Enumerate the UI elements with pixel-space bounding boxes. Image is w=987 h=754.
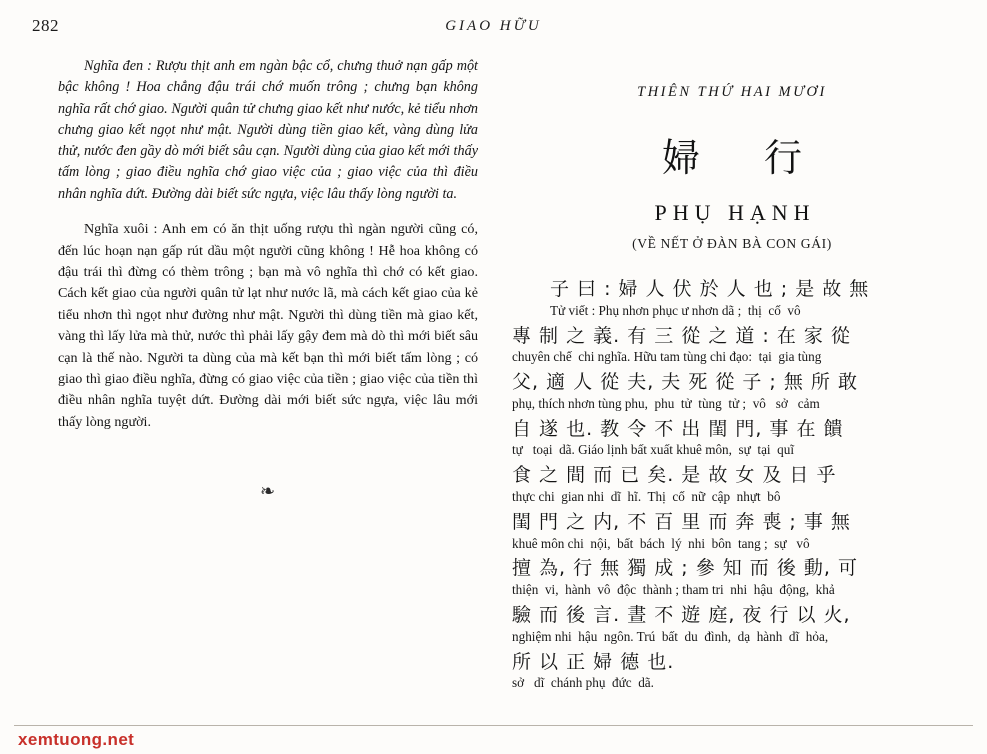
interlinear-han: 擅 為, 行 無 獨 成 ; 參 知 而 後 動, 可: [512, 557, 858, 580]
interlinear-romanization: chuyên chế chi nghĩa. Hữu tam tùng chi đạo: tại gia tùng: [512, 349, 822, 365]
chapter-title-han: 婦 行: [661, 136, 829, 180]
paragraph-nghia-den: [58, 56, 478, 205]
interlinear-han: 父, 適 人 從 夫, 夫 死 從 子 ; 無 所 敢: [512, 371, 858, 394]
chapter-title-vietnamese: PHỤ HẠNH: [654, 200, 816, 225]
interlinear-line: [512, 604, 952, 646]
ornament-icon: ❧: [259, 481, 277, 502]
interlinear-han: 自 遂 也. 教 令 不 出 閨 門, 事 在 饋: [512, 417, 844, 440]
interlinear-romanization: nghiệm nhi hậu ngôn. Trú bất du đình, dạ hành dĩ hỏa,: [512, 628, 829, 644]
right-column: [512, 84, 952, 697]
paragraph-lead-nghia-den: Nghĩa đen :: [84, 58, 152, 74]
left-column: [58, 56, 478, 502]
paragraph-body-nghia-xuoi: Anh em có ăn thịt uống rượu thì ngàn người cũng có, đến lúc hoạn nạn gấp rút dầu một người cũng không ! Hễ hoa không có đậu trái thì đừng có thèm trông ; bạn mà vô nghĩa thì chớ có kết giao. Cách kết giao của người quân tử lạt như nước lã, mà cách kết giao của kẻ tiểu nhơn thì ngọt như đường như mật. Người thì dùng tiền mà giao kết, vàng thì lấy lửa mà thử, nước thì phải lấy gậy đem mà dò thì mới biết sâu cạn là thế nào. Người ta dùng của mà kết bạn thì mới biết tấm lòng ; có giao thì giao điều nghĩa, đừng có giao việc của tiền ; giao việc của tiền thì điều nhân nghĩa tuyệt dứt. Đường dài mới biết sức ngựa, việc lâu mới thấy lòng người.: [58, 221, 478, 430]
interlinear-text: [512, 278, 952, 692]
interlinear-han: 專 制 之 義. 有 三 從 之 道 : 在 家 從: [512, 324, 851, 347]
paragraph-nghia-xuoi: [58, 219, 478, 433]
paragraph-body-nghia-den: Rượu thịt anh em ngàn bậc cổ, chưng thuở nạn gấp một bậc không ! Hoa chẳng đậu trái chớ muốn trông ; chưng bạn không nghĩa rất chớ giao. Người quân tử chưng giao kết như nước, kẻ tiểu nhơn chưng giao kết ngọt như mật. Người dùng tiền giao kết, vàng dùng lửa thử, nước đen gầy dò mới biết sâu cạn. Người dùng của giao kết mới thấy tấm lòng ; giao điều nghĩa chớ giao việc của ; giao việc của thì điều nhân nghĩa dứt. Đường dài biết sức ngựa, việc lâu thấy lòng người ta.: [58, 58, 478, 202]
interlinear-han: 所 以 正 婦 德 也.: [512, 650, 675, 673]
interlinear-line: [512, 651, 952, 693]
interlinear-line: [512, 325, 952, 367]
watermark: xemtuong.net: [18, 730, 135, 749]
interlinear-han: 閨 門 之 内, 不 百 里 而 奔 喪 ; 事 無: [512, 510, 851, 533]
interlinear-han: 子 曰 : 婦 人 伏 於 人 也 ; 是 故 無: [550, 278, 870, 300]
chapter-subtitle: (VỀ NẾT Ở ĐÀN BÀ CON GÁI): [632, 236, 832, 251]
interlinear-line: [512, 278, 952, 320]
interlinear-line: [512, 511, 952, 553]
running-head: GIAO HỮU: [445, 18, 542, 34]
interlinear-romanization: sở dĩ chánh phụ đức dã.: [512, 675, 654, 691]
interlinear-romanization: khuê môn chi nội, bất bách lý nhi bôn tang ; sự vô: [512, 535, 810, 551]
page-number: 282: [32, 16, 59, 35]
interlinear-romanization: Tử viết : Phụ nhơn phục ư nhơn dã ; thị cố vô: [550, 302, 801, 318]
interlinear-line: [512, 371, 952, 413]
interlinear-romanization: tự toại dã. Giáo lịnh bất xuất khuê môn, sự tại quĩ: [512, 442, 795, 458]
interlinear-line: [512, 464, 952, 506]
page-bottom-rule: [14, 725, 973, 726]
interlinear-han: 驗 而 後 言. 晝 不 遊 庭, 夜 行 以 火,: [512, 603, 851, 626]
chapter-kicker: THIÊN THỨ HAI MƯƠI: [637, 84, 827, 100]
interlinear-romanization: thiện vi, hành vô độc thành ; tham tri nhi hậu động, khả: [512, 582, 835, 598]
interlinear-line: [512, 418, 952, 460]
interlinear-han: 食 之 間 而 已 矣. 是 故 女 及 日 乎: [512, 464, 837, 487]
interlinear-romanization: phụ, thích nhơn tùng phu, phu tử tùng tử ; vô sở cảm: [512, 395, 820, 411]
interlinear-romanization: thực chi gian nhi dĩ hĩ. Thị cố nữ cập nhựt bô: [512, 489, 781, 504]
paragraph-lead-nghia-xuoi: Nghĩa xuôi :: [84, 221, 158, 238]
interlinear-line: [512, 557, 952, 599]
